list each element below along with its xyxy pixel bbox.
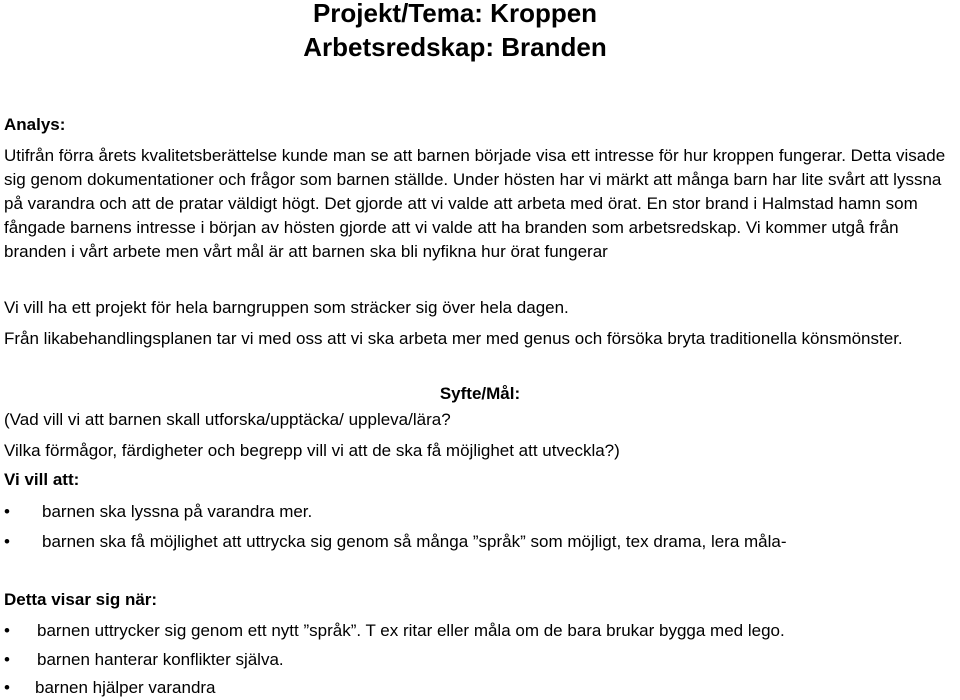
bullet-icon: • xyxy=(4,502,10,521)
document-page: Projekt/Tema: Kroppen Arbetsredskap: Branden Analys: Utifrån förra årets kvalitetsberättelse kunde man se att barnen började visa ett intresse för hur kroppen fungerar. Detta visade sig genom dokumentationer och frågor som barnen ställde. Under hösten har vi märkt att många barn har lite svårt att lyssna på varandra och att de pratar väldigt högt. Det gjorde att vi valde att arbeta med örat. En stor brand i Halmstad hamn som fångade barnens intresse i början av hösten gjorde att vi valde att ha branden som arbetsredskap. Vi kommer utgå från branden i vårt arbete men vårt mål är att barnen ska bli nyfikna hur örat fungerar Vi vill ha ett projekt för hela barngruppen som sträcker sig över hela dagen. Från likabehandlingsplanen tar vi med oss att vi ska arbeta mer med genus och försöka bryta traditionella könsmönster. Syfte/Mål: (Vad vill vi att barnen skall utforska/upptäcka/ uppleva/lära? Vilka förmågor, färdigheter och begrepp vill vi att de ska få möjlighet att utveckla?) Vi vill att: • barnen ska lyssna på varandra mer. • barnen ska få möjlighet att uttrycka sig genom så många ”språk” som möjligt, tex drama, lera måla- Detta visar sig när: • barnen uttrycker sig genom ett nytt ”språk”. T ex ritar eller måla om de bara brukar bygga med lego. • barnen hanterar konflikter själva. • barnen hjälper varandra xyxy=(0,0,960,700)
analys-heading: Analys: xyxy=(4,115,66,134)
syfte-heading: Syfte/Mål: xyxy=(439,384,521,403)
bullet-icon: • xyxy=(4,532,10,551)
syfte-question-2: Vilka förmågor, färdigheter och begrepp vill vi att de ska få möjlighet att utveckla?) xyxy=(4,441,620,460)
bullet-icon: • xyxy=(4,678,10,697)
analys-paragraph-1: Utifrån förra årets kvalitetsberättelse kunde man se att barnen började visa ett intresse för hur kroppen fungerar. Detta visade sig genom dokumentationer och frågor som barnen ställde. Under hösten har vi märkt att många barn har lite svårt att lyssna på varandra och att de pratar väldigt högt. Det gjorde att vi valde att arbeta med örat. En stor brand i Halmstad hamn som fångade barnens intresse i början av hösten gjorde att vi valde att ha branden som arbetsredskap. Vi kommer utgå från branden i vårt arbete men vårt mål är att barnen ska bli nyfikna hur örat fungerar xyxy=(4,146,946,261)
vi-vill-heading: Vi vill att: xyxy=(4,470,80,489)
syfte-question-1: (Vad vill vi att barnen skall utforska/upptäcka/ uppleva/lära? xyxy=(4,410,451,429)
bullet-icon: • xyxy=(4,621,10,640)
title-project: Projekt/Tema: Kroppen xyxy=(312,0,598,28)
analys-paragraph-2: Vi vill ha ett projekt för hela barngruppen som sträcker sig över hela dagen. xyxy=(4,298,569,317)
analys-paragraph-3: Från likabehandlingsplanen tar vi med oss att vi ska arbeta mer med genus och försöka bryta traditionella könsmönster. xyxy=(4,329,903,348)
title-tool: Arbetsredskap: Branden xyxy=(303,32,607,62)
bullet-icon: • xyxy=(4,650,10,669)
visar-heading: Detta visar sig när: xyxy=(4,590,158,609)
